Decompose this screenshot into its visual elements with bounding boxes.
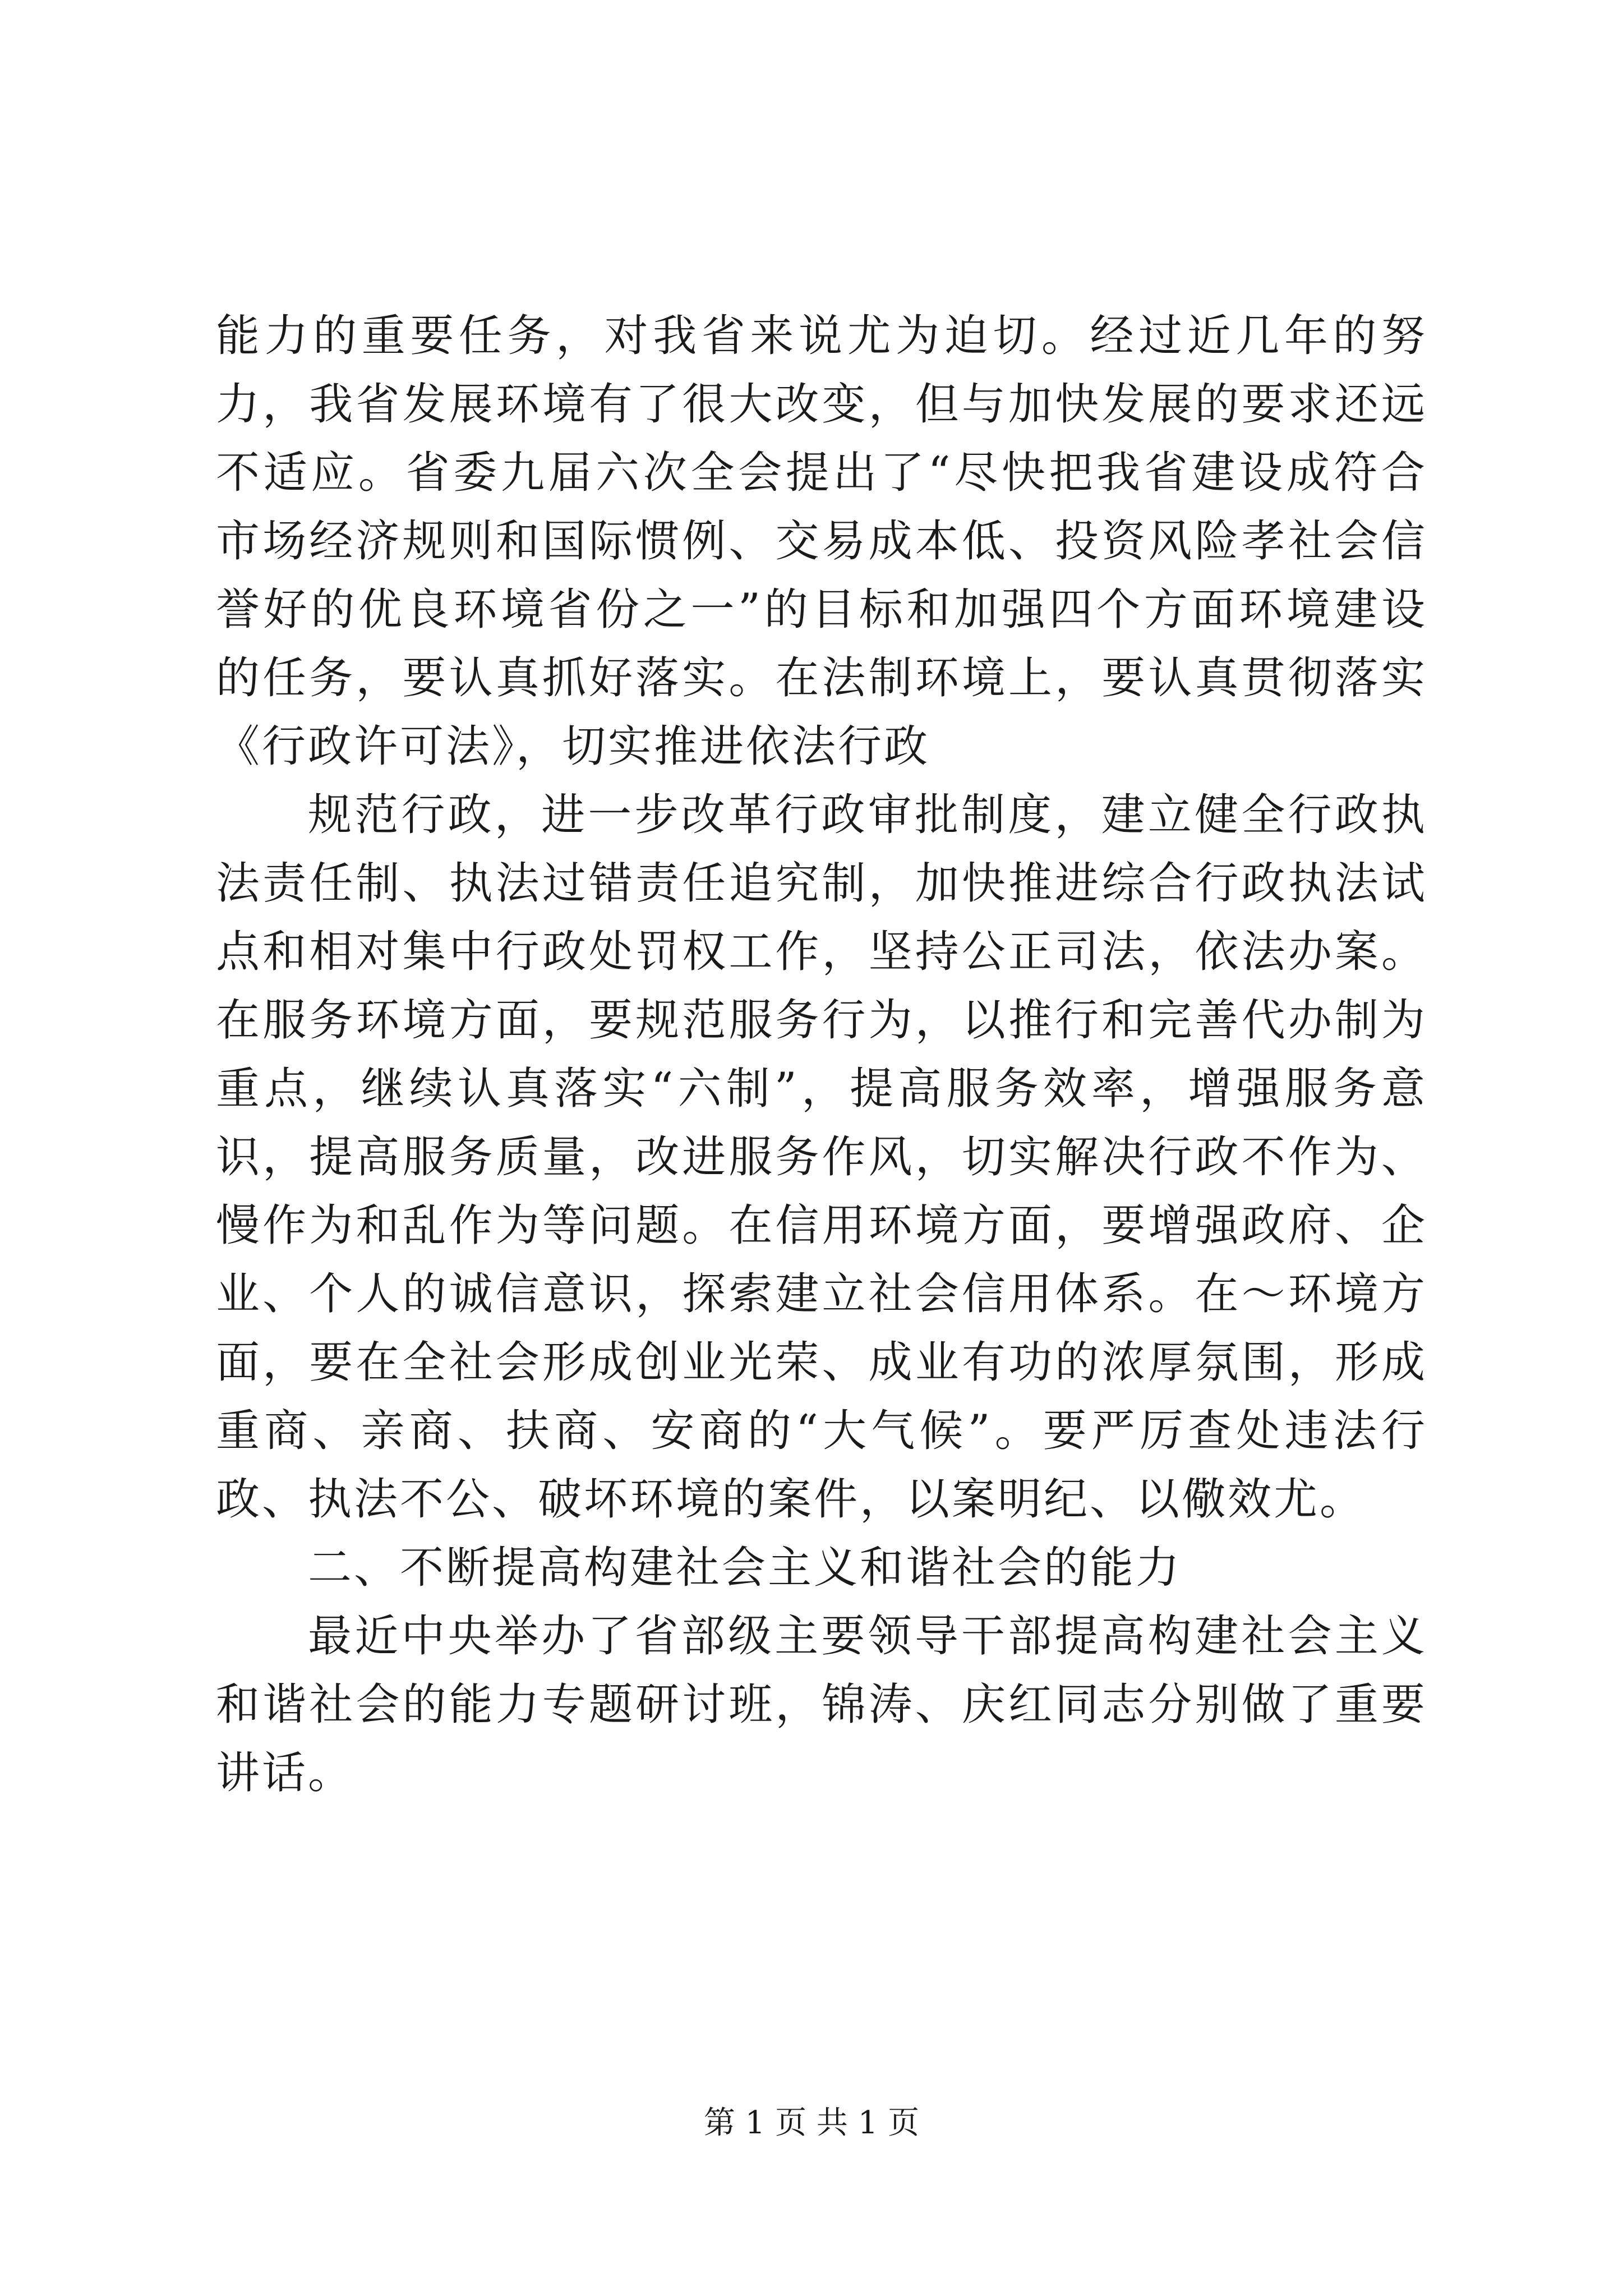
paragraph-1: 能力的重要任务，对我省来说尤为迫切。经过近几年的努力，我省发展环境有了很大改变，但与加快发展的要求还远不适应。省委九届六次全会提出了“尽快把我省建设成符合市场经济规则和国际惯例、交易成本低、投资风险孝社会信誉好的优良环境省份之一”的目标和加强四个方面环境建设的任务，要认真抓好落实。在法制环境上，要认真贯彻落实《行政许可法》，切实推进依法行政: [216, 311, 1427, 772]
page-footer: 第 1 页 共 1 页: [703, 2105, 920, 2141]
paragraph-2: 规范行政，进一步改革行政审批制度，建立健全行政执法责任制、执法过错责任追究制，加快推进综合行政执法试点和相对集中行政处罚权工作，坚持公正司法，依法办案。在服务环境方面，要规范服务行为，以推行和完善代办制为重点，继续认真落实“六制”，提高服务效率，增强服务意识，提高服务质量，改进服务作风，切实解决行政不作为、慢作为和乱作为等问题。在信用环境方面，要增强政府、企业、个人的诚信意识，探索建立社会信用体系。在～环境方面，要在全社会形成创业光荣、成业有功的浓厚氛围，形成重商、亲商、扶商、安商的“大气候”。要严厉查处违法行政、执法不公、破坏环境的案件，以案明纪、以儆效尤。: [216, 790, 1427, 1525]
document-body: [216, 302, 1427, 1807]
paragraph-3: 最近中央举办了省部级主要领导干部提高构建社会主义和谐社会的能力专题研讨班，锦涛、庆红同志分别做了重要讲话。: [216, 1611, 1427, 1798]
section-heading: 二、不断提高构建社会主义和谐社会的能力: [308, 1543, 1182, 1593]
